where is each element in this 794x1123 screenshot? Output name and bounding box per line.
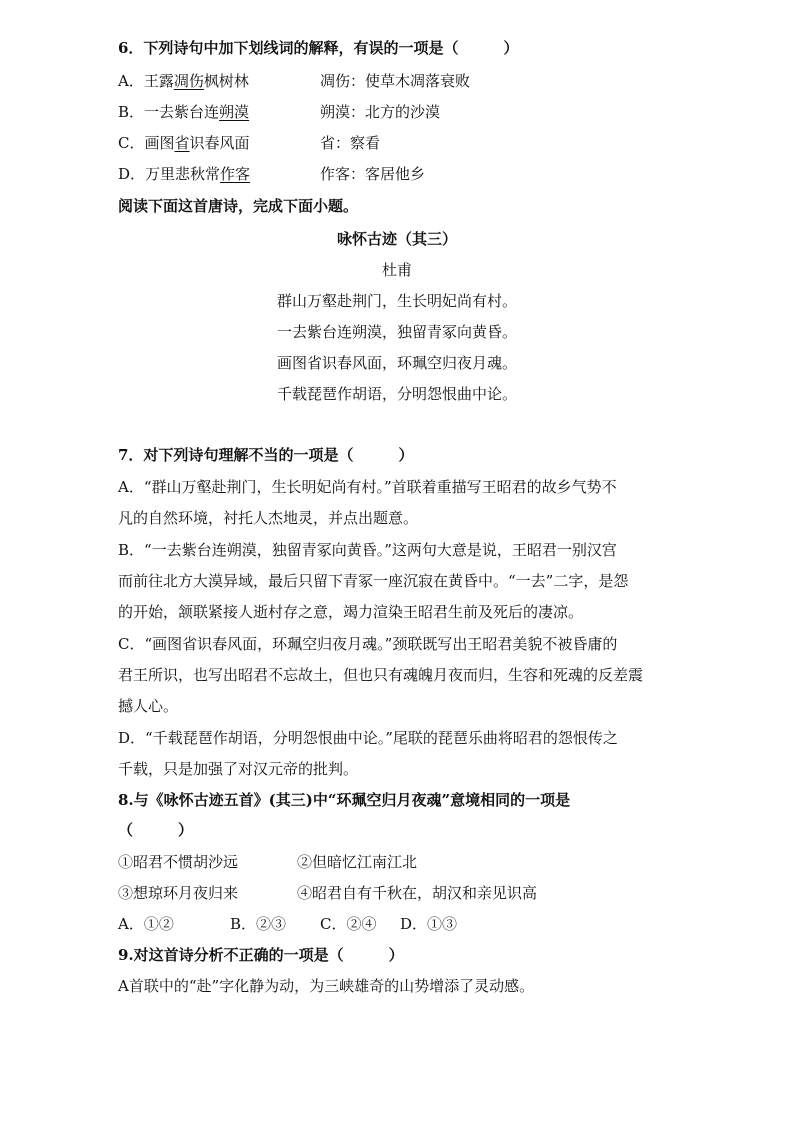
q8-item: ④昭君自有千秋在，胡汉和亲见识高 <box>297 884 538 902</box>
poem-line: 画图省识春风面，环珮空归夜月魂。 <box>276 354 517 372</box>
q7-line: 而前往北方大漠异域，最后只留下青冢一座沉寂在黄昏中。“一去”二字，是怨 <box>118 572 629 590</box>
poem-author: 杜甫 <box>381 261 412 279</box>
q8-item: ②但暗忆江南江北 <box>297 853 418 871</box>
q7-line: 凡的自然环境，衬托人杰地灵，并点出题意。 <box>118 509 419 527</box>
poem-title: 咏怀古迹（其三） <box>336 230 457 248</box>
q6-option-b: B．一去紫台连朔漠 <box>118 103 250 121</box>
underlined-word: 凋伤 <box>173 72 204 90</box>
q8-item: ①昭君不惯胡沙远 <box>118 853 239 871</box>
poem-line: 千载琵琶作胡语，分明怨恨曲中论。 <box>276 385 517 403</box>
q7-line: D．“千载琵琶作胡语，分明怨恨曲中论。”尾联的琵琶乐曲将昭君的怨恨传之 <box>118 729 618 747</box>
q9-option-a: A首联中的“赴”字化静为动，为三峡雄奇的山势增添了灵动感。 <box>118 977 535 995</box>
q6-gloss-a: 凋伤：使草木凋落衰败 <box>320 72 471 90</box>
q8-choice-b: B．②③ <box>230 915 287 933</box>
q6-option-d: D．万里悲秋常作客 <box>118 165 251 183</box>
q6-gloss-b: 朔漠：北方的沙漠 <box>320 103 441 121</box>
q7-line: 的开始，颔联紧接人逝村存之意，竭力渲染王昭君生前及死后的凄凉。 <box>118 603 584 621</box>
underlined-word: 朔漠 <box>219 103 250 121</box>
underlined-word: 作客 <box>220 165 251 183</box>
q6-stem: 6．下列诗句中加下划线词的解释，有误的一项是（ ） <box>118 39 519 57</box>
q8-choice-c: C．②④ <box>320 915 377 933</box>
q8-choice-d: D．①③ <box>400 915 458 933</box>
q8-stem: 8.与《咏怀古迹五首》(其三)中“环珮空归月夜魂”意境相同的一项是 <box>118 791 571 809</box>
q8-choices <box>118 913 457 935</box>
q7-line: A．“群山万壑赴荆门，生长明妃尚有村。”首联着重描写王昭君的故乡气势不 <box>118 478 617 496</box>
q7-stem: 7．对下列诗句理解不当的一项是（ ） <box>118 446 414 464</box>
q8-choice-a: A．①② <box>118 915 174 933</box>
reading-intro: 阅读下面这首唐诗，完成下面小题。 <box>118 197 359 215</box>
q7-line: 千载，只是加强了对汉元帝的批判。 <box>118 760 359 778</box>
q7-line: B．“一去紫台连朔漠，独留青冢向黄昏。”这两句大意是说，王昭君一别汉宫 <box>118 541 617 559</box>
q9-stem: 9.对这首诗分析不正确的一项是（ ） <box>118 946 404 964</box>
q7-line: 撼人心。 <box>118 697 179 715</box>
q6-option-a: A．王露凋伤枫树林 <box>118 72 249 90</box>
poem-line: 一去紫台连朔漠，独留青冢向黄昏。 <box>276 323 517 341</box>
q7-line: C．“画图省识春风面，环珮空归夜月魂。”颈联既写出王昭君美貌不被昏庸的 <box>118 635 618 653</box>
q6-gloss-c: 省：察看 <box>320 134 381 152</box>
q6-option-c: C．画图省识春风面 <box>118 134 250 152</box>
q8-paren: （ ） <box>118 821 194 839</box>
q7-line: 君王所识，也写出昭君不忘故土，但也只有魂魄月夜而归，生容和死魂的反差震 <box>118 666 644 684</box>
q8-item: ③想琼环月夜归来 <box>118 884 239 902</box>
poem-line: 群山万壑赴荆门，生长明妃尚有村。 <box>276 292 517 310</box>
q6-gloss-d: 作客：客居他乡 <box>320 165 426 183</box>
underlined-word: 省 <box>174 134 190 152</box>
